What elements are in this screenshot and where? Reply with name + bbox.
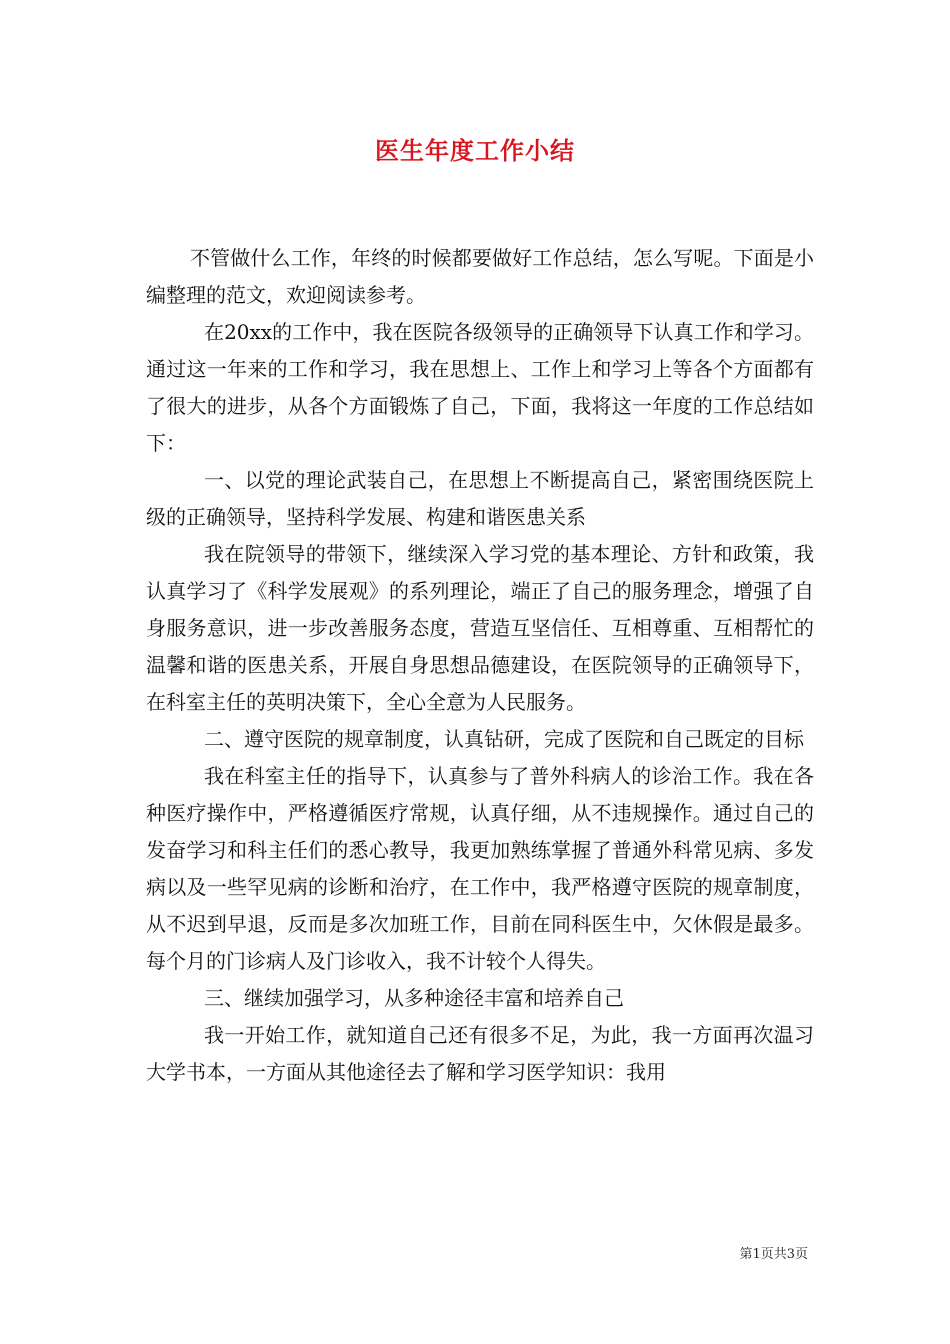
paragraph-section-3: 我一开始工作，就知道自己还有很多不足，为此，我一方面再次温习大学书本，一方面从其他途径去了解和学习医学知识：我用 bbox=[146, 1023, 814, 1084]
paragraph-overview: 在20xx的工作中，我在医院各级领导的正确领导下认真工作和学习。通过这一年来的工作和学习，我在思想上、工作上和学习上等各个方面都有了很大的进步，从各个方面锻炼了自己，下面，我将这一年度的工作总结如下： bbox=[146, 320, 814, 455]
section-heading-3: 三、继续加强学习，从多种途径丰富和培养自己 bbox=[204, 986, 624, 1010]
page-number: 第1页共3页 bbox=[739, 1247, 808, 1262]
section-heading-2: 二、遵守医院的规章制度，认真钻研，完成了医院和自己既定的目标 bbox=[204, 727, 804, 751]
paragraph-section-1: 我在院领导的带领下，继续深入学习党的基本理论、方针和政策，我认真学习了《科学发展观》的系列理论，端正了自己的服务理念，增强了自身服务意识，进一步改善服务态度，营造互坚信任、互相尊重、互相帮忙的温馨和谐的医患关系，开展自身思想品德建设，在医院领导的正确领导下，在科室主任的英明决策下，全心全意为人民服务。 bbox=[146, 542, 814, 714]
document-body bbox=[146, 240, 814, 1091]
paragraph-section-2: 我在科室主任的指导下，认真参与了普外科病人的诊治工作。我在各种医疗操作中，严格遵循医疗常规，认真仔细，从不违规操作。通过自己的发奋学习和科主任们的悉心教导，我更加熟练掌握了普通外科常见病、多发病以及一些罕见病的诊断和治疗，在工作中，我严格遵守医院的规章制度，从不迟到早退，反而是多次加班工作，目前在同科医生中，欠休假是最多。每个月的门诊病人及门诊收入，我不计较个人得失。 bbox=[146, 764, 814, 973]
document-title: 医生年度工作小结 bbox=[375, 136, 575, 165]
section-heading-1: 一、以党的理论武装自己，在思想上不断提高自己，紧密围绕医院上级的正确领导，坚持科学发展、构建和谐医患关系 bbox=[146, 468, 814, 529]
paragraph-intro: 不管做什么工作，年终的时候都要做好工作总结，怎么写呢。下面是小编整理的范文，欢迎阅读参考。 bbox=[146, 246, 814, 307]
